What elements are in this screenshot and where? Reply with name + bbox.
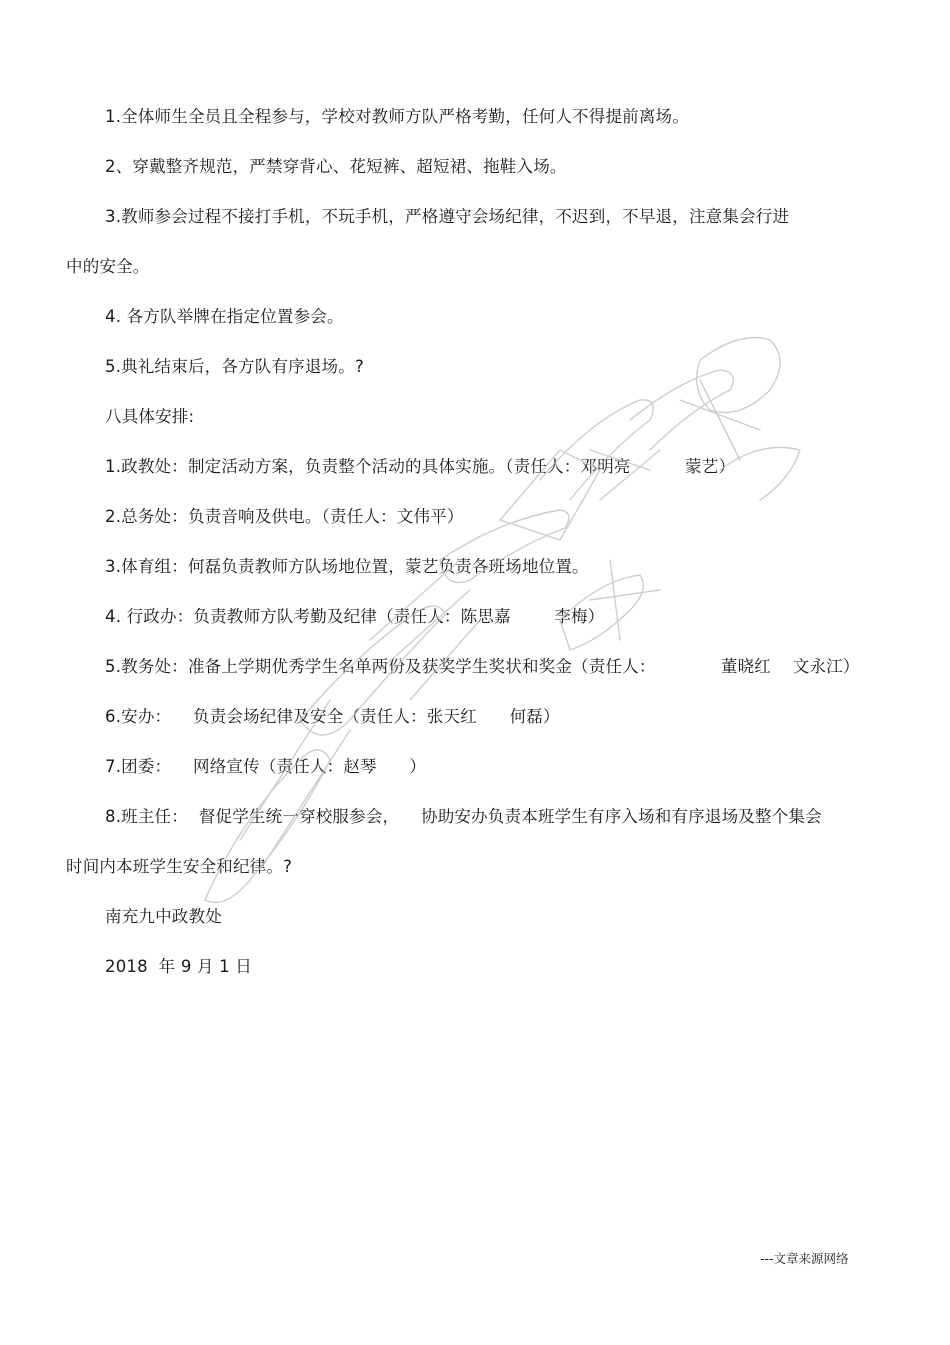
rule-4: 4. 各方队举牌在指定位置参会。 — [105, 307, 344, 326]
arrangement-5: 5.教务处：准备上学期优秀学生名单两份及获奖学生奖状和奖金（责任人： 董晓红 文永江） — [105, 657, 860, 676]
arrangement-7: 7.团委： 网络宣传（责任人：赵琴 ） — [105, 757, 427, 776]
arrangement-8: 8.班主任： 督促学生统一穿校服参会， 协助安办负责本班学生有序入场和有序退场及整个集会 — [105, 807, 822, 826]
arrangement-8-continued: 时间内本班学生安全和纪律。? — [66, 857, 293, 876]
rule-3: 3.教师参会过程不接打手机，不玩手机，严格遵守会场纪律，不迟到，不早退，注意集会行进 — [105, 207, 790, 226]
arrangement-1: 1.政教处：制定活动方案，负责整个活动的具体实施。（责任人：邓明亮 蒙艺） — [105, 457, 736, 476]
signature-date: 2018 年 9 月 1 日 — [105, 957, 252, 976]
rule-5: 5.典礼结束后，各方队有序退场。? — [105, 357, 364, 376]
rule-3-continued: 中的安全。 — [66, 257, 150, 276]
arrangement-4: 4. 行政办：负责教师方队考勤及纪律（责任人：陈思嘉 李梅） — [105, 607, 605, 626]
rule-1: 1.全体师生全员且全程参与，学校对教师方队严格考勤，任何人不得提前离场。 — [105, 107, 689, 126]
arrangement-3: 3.体育组：何磊负责教师方队场地位置，蒙艺负责各班场地位置。 — [105, 557, 589, 576]
arrangement-2: 2.总务处：负责音响及供电。（责任人：文伟平） — [105, 507, 464, 526]
signature-office: 南充九中政教处 — [105, 907, 222, 926]
section-heading: 八具体安排: — [105, 407, 195, 426]
arrangement-6: 6.安办： 负责会场纪律及安全（责任人：张天红 何磊） — [105, 707, 560, 726]
source-footer: ---文章来源网络 — [760, 1251, 849, 1266]
rule-2: 2、穿戴整齐规范，严禁穿背心、花短裤、超短裙、拖鞋入场。 — [105, 157, 567, 176]
